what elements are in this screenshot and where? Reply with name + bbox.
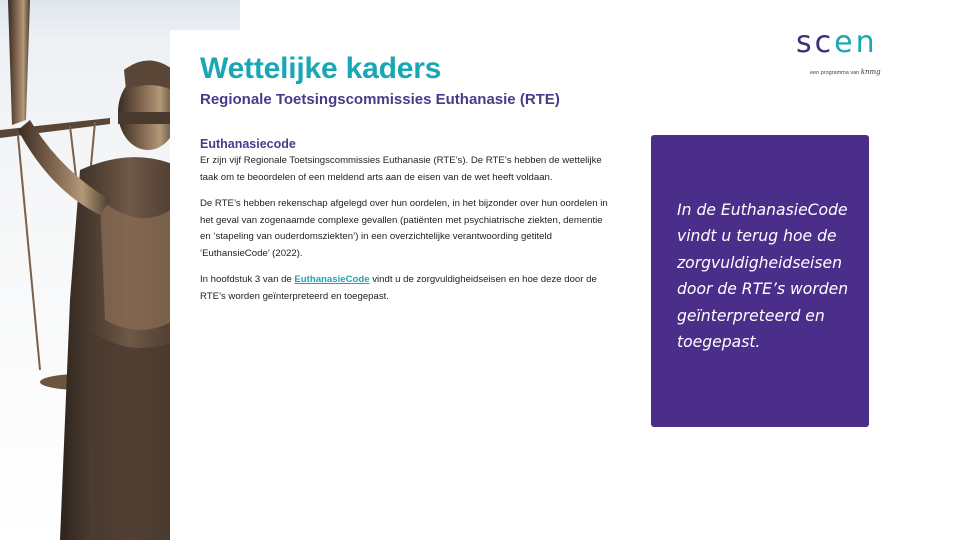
logo-wordmark-dark: sc (796, 25, 835, 60)
section-heading: Euthanasiecode (200, 137, 296, 151)
quote-text: In de EuthanasieCode vindt u terug hoe de zorgvuldigheidseisen door de RTE’s worden geïnterpreteerd en toegepast. (677, 201, 849, 352)
page-title: Wettelijke kaders (200, 52, 442, 85)
logo-tagline-text: een programma van (810, 70, 860, 76)
logo-wordmark-teal: en (834, 25, 878, 60)
paragraph-chapter-3-tail: vindt u de zorgvuldigheidseisen en hoe deze door de RTE’s worden geïnterpreteerd en toegepast. (200, 274, 597, 302)
knmg-logo: knmg (860, 68, 881, 76)
scen-logo (796, 26, 896, 86)
euthanasiecode-link[interactable]: EuthanasieCode (294, 274, 370, 285)
paragraph-accountability: De RTE’s hebben rekenschap afgelegd over hun oordelen, in het bijzonder over hun oordelen in het geval van zogenaamde complexe gevallen (patiënten met psychiatrische ziekten, dementie en ‘stapeling van ouderdomsziekten’) in een overzichtelijke verantwoording getiteld ‘EuthansieCode’ (2022). (200, 198, 608, 259)
logo-tagline (810, 68, 881, 76)
paragraph-chapter-3-lead: In hoofdstuk 3 van de (200, 274, 295, 285)
paragraph-intro: Er zijn vijf Regionale Toetsingscommissies Euthanasie (RTE’s). De RTE’s hebben de wettelijke taak om te beoordelen of een meldend arts aan de eisen van de wet heeft voldaan. (200, 155, 602, 183)
quote-box (651, 135, 869, 427)
page-subtitle: Regionale Toetsingscommissies Euthanasie (RTE) (200, 91, 560, 108)
paragraph-chapter-3 (200, 272, 610, 305)
logo-wordmark (796, 26, 896, 60)
body-section (200, 136, 610, 315)
